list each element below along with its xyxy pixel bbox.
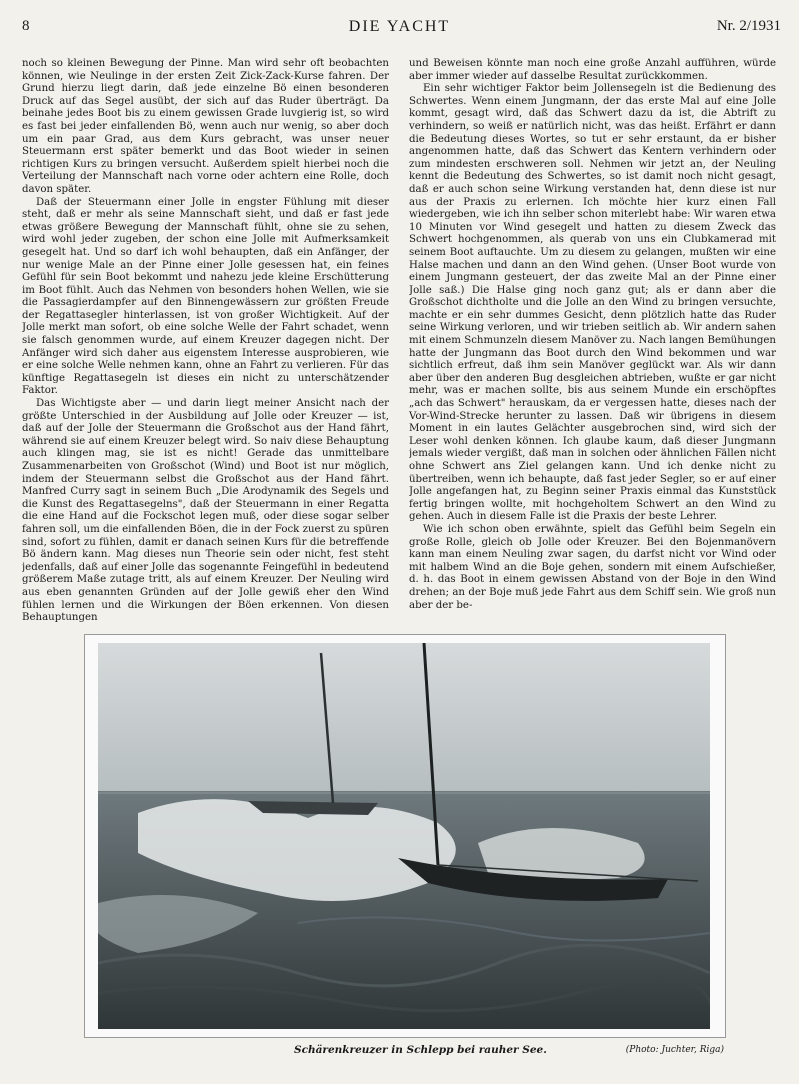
sailing-yachts-photo (98, 643, 710, 1029)
left-column (22, 58, 389, 642)
paragraph: Ein sehr wichtiger Faktor beim Jollensegeln ist die Bedienung des Schwertes. Wenn einem Jungmann, der das erste Mal auf eine Jolle kommt, gesagt wird, daß das Schwert dazu da ist, die Abtrift zu verhindern, so weiß er natürlich nicht, was das heißt. Erfährt er dann die Bedeutung dieses Wortes, so tut er sehr erstaunt, da er bisher angenommen hatte, daß das Schwert das Kentern verhindern oder zum mindesten erschweren soll. Nehmen wir jetzt an, der Neuling kennt die Bedeutung des Schwertes, so ist damit noch nicht gesagt, daß er auch schon seine Wirkung verstanden hat, denn diese ist nur aus der Praxis zu erlernen. Ich möchte hier kurz einen Fall wiedergeben, wie ich ihn selber schon miterlebt habe: Wir waren etwa 10 Minuten vor Wind gesegelt und hatten zu diesem Zweck das Schwert hochgenommen, als querab von uns ein Clubkamerad mit seinem Boot auftauchte. Um zu diesem zu gelangen, mußten wir eine Halse machen und dann an den Wind gehen. (Unser Boot wurde von einem Jungmann gesteuert, der das zweite Mal an der Pinne einer Jolle saß.) Die Halse ging noch ganz gut; als er dann aber die Großschot dichtholte und die Jolle an den Wind zu bringen versuchte, machte er ein sehr dummes Gesicht, denn plötzlich hatte das Ruder seine Wirkung verloren, und wir trieben seitlich ab. Wir andern sahen mit einem Schmunzeln diesem Manöver zu. Nach langen Bemühungen hatte der Jungmann das Boot durch den Wind bekommen und war sichtlich erfreut, daß ihm sein Manöver geglückt war. Als wir dann aber über den anderen Bug desgleichen abtrieben, wußte er gar nicht mehr, was er machen sollte, bis aus seinem Munde ein erschöpftes „ach das Schwert" herauskam, da er vergessen hatte, dieses nach der Vor-Wind-Strecke herunter zu lassen. Daß wir übrigens in diesem Moment in ein lautes Gelächter ausgebrochen sind, wird sich der Leser wohl denken können. Ich glaube kaum, daß dieser Jungmann jemals wieder vergißt, daß man in solchen oder ähnlichen Fällen nicht ohne Schwert ans Ziel gelangen kann. Und ich denke nicht zu übertreiben, wenn ich behaupte, daß fast jeder Segler, so er auf einer Jolle angefangen hat, zu Beginn seiner Praxis einmal das Kunststück fertig bringen wollte, mit hochgeholtem Schwert an den Wind zu gehen. Auch in diesem Falle ist die Praxis der beste Lehrer. (409, 83, 776, 523)
caption-text: Schärenkreuzer in Schlepp bei rauher See. (294, 1044, 547, 1056)
photo-credit: (Photo: Juchter, Riga) (625, 1045, 724, 1055)
photo-caption (84, 1044, 724, 1060)
paragraph: Daß der Steuermann einer Jolle in engster Fühlung mit dieser steht, daß er mehr als seine Mannschaft sieht, und daß er fast jede etwas größere Bewegung der Mannschaft fühlt, ohne sie zu sehen, wird wohl jeder zugeben, der schon eine Jolle mit Aufmerksamkeit gesegelt hat. Und so darf ich wohl behaupten, daß ein Anfänger, der nur wenige Male an der Pinne einer Jolle gesessen hat, ein feines Gefühl für sein Boot bekommt und nahezu jede kleine Erschütterung im Boot fühlt. Auch das Nehmen von besonders hohen Wellen, wie sie die Passagierdampfer auf den Binnengewässern zur größten Freude der Regattasegler hinterlassen, ist von großer Wichtigkeit. Auf der Jolle merkt man sofort, ob eine solche Welle der Fahrt schadet, wenn sie falsch genommen wurde, auf einem Kreuzer dagegen nicht. Der Anfänger wird sich daher aus eigenstem Interesse ausprobieren, wie er eine solche Welle nehmen kann, ohne an Fahrt zu verlieren. Für das künftige Regattasegeln ist dieses ein nicht zu unterschätzender Faktor. (22, 196, 389, 397)
paragraph: Wie ich schon oben erwähnte, spielt das Gefühl beim Segeln ein große Rolle, gleich ob Jolle oder Kreuzer. Bei den Bojenmanövern kann man einem Neuling zwar sagen, du darfst nicht vor Wind oder mit halbem Wind an die Boje gehen, sondern mit einem Aufschießer, d. h. das Boot in einem gewissen Abstand von der Boje in den Wind drehen; an der Boje muß jede Fahrt aus dem Schiff sein. Wie groß nun aber der be- (409, 523, 776, 611)
paragraph: noch so kleinen Bewegung der Pinne. Man wird sehr oft beobachten können, wie Neulinge in der ersten Zeit Zick-Zack-Kurse fahren. Der Grund hierzu liegt darin, daß jede einzelne Bö einen besonderen Druck auf das Segel ausübt, der sich auf das Ruder überträgt. Da beinahe jedes Boot bis zu einem gewissen Grade luvgierig ist, so wird es fast bei jeder einfallenden Bö, wenn auch nur wenig, so aber doch um ein paar Grad, aus dem Kurs gebracht, was unser neuer Steuermann erst später bemerkt und das Boot wieder in seinen richtigen Kurs zu bringen versucht. Außerdem spielt hierbei noch die Verteilung der Mannschaft nach vorne oder achtern eine Rolle, doch davon später. (22, 58, 389, 195)
sailing-yachts-photo-icon (98, 643, 710, 1029)
paragraph: Das Wichtigste aber — und darin liegt meiner Ansicht nach der größte Unterschied in der Ausbildung auf Jolle oder Kreuzer — ist, daß auf der Jolle der Steuermann die Großschot aus der Hand fährt, während sie auf einem Kreuzer belegt wird. So naiv diese Behauptung auch klingen mag, sie ist es nicht! Gerade das unmittelbare Zusammenarbeiten von Großschot (Wind) und Boot ist nur möglich, indem der Steuermann selbst die Großschot aus der Hand fährt. Manfred Curry sagt in seinem Buch „Die Arodynamik des Segels und die Kunst des Regattasegelns", daß der Steuermann in einer Regatta die eine Hand auf die Fockschot legen muß, oder diese sogar selber fahren soll, um die einfallenden Böen, die in der Fock zuerst zu spüren sind, sofort zu fühlen, damit er danach seinen Kurs für die betreffende Bö ändern kann. Mag dieses nun Theorie sein oder nicht, fest steht jedenfalls, daß auf einer Jolle das sogenannte Feingefühl in bedeutend größerem Maße zutage tritt, als auf einem Kreuzer. Der Neuling wird aus eben genannten Gründen auf der Jolle gewiß eher den Wind fühlen lernen und die Wirkungen der Böen erkennen. Von diesen Behauptungen (22, 398, 389, 624)
photo-frame (84, 634, 726, 1038)
article-body (22, 58, 776, 642)
page-number: 8 (22, 18, 30, 34)
right-column (409, 58, 776, 642)
page-header (18, 18, 781, 40)
paragraph: und Beweisen könnte man noch eine große Anzahl aufführen, würde aber immer wieder auf dasselbe Resultat zurückkommen. (409, 58, 776, 82)
journal-title: DIE YACHT (348, 18, 451, 35)
issue-number: Nr. 2/1931 (716, 18, 781, 34)
